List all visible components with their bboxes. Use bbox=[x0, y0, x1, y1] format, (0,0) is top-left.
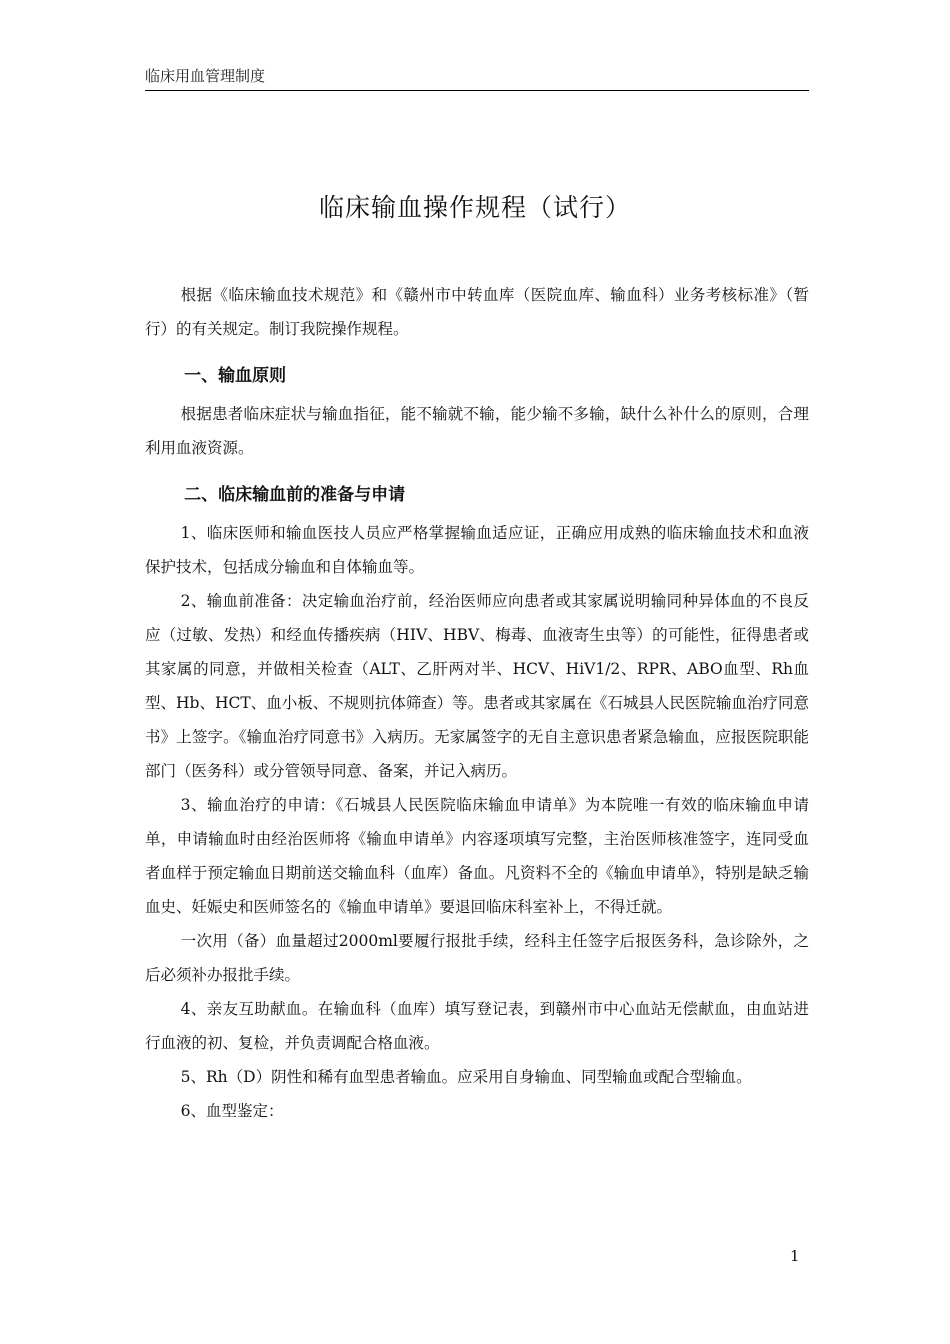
running-header: 临床用血管理制度 bbox=[145, 66, 809, 91]
intro-paragraph: 根据《临床输血技术规范》和《赣州市中转血库（医院血库、输血科）业务考核标准》（暂行）的有关规定。制订我院操作规程。 bbox=[145, 286, 809, 338]
section2-paragraph-1: 1、临床医师和输血医技人员应严格掌握输血适应证，正确应用成熟的临床输血技术和血液保护技术，包括成分输血和自体输血等。 bbox=[145, 524, 809, 576]
section2-paragraph-5: 5、Rh（D）阴性和稀有血型患者输血。应采用自身输血、同型输血或配合型输血。 bbox=[180, 1068, 752, 1086]
section2-paragraph-2: 2、输血前准备：决定输血治疗前，经治医师应向患者或其家属说明输同种异体血的不良反应（过敏、发热）和经血传播疾病（HIV、HBV、梅毒、血液寄生虫等）的可能性，征得患者或其家属的同意，并做相关检查（ALT、乙肝两对半、HCV、HiV1/2、RPR、ABO血型、Rh血型、Hb、HCT、血小板、不规则抗体筛查）等。患者或其家属在《石城县人民医院输血治疗同意书》上签字。《输血治疗同意书》入病历。无家属签字的无自主意识患者紧急输血，应报医院职能部门（医务科）或分管领导同意、备案，并记入病历。 bbox=[145, 592, 809, 780]
document-title: 临床输血操作规程（试行） bbox=[318, 193, 631, 222]
section1-paragraph: 根据患者临床症状与输血指征，能不输就不输，能少输不多输，缺什么补什么的原则，合理利用血液资源。 bbox=[145, 405, 809, 457]
page-number: 1 bbox=[790, 1247, 800, 1265]
section2-paragraph-6: 6、血型鉴定： bbox=[180, 1102, 284, 1120]
document-body bbox=[145, 278, 809, 1128]
section-heading-1: 一、输血原则 bbox=[184, 366, 287, 386]
section2-paragraph-3b: 一次用（备）血量超过2000ml要履行报批手续，经科主任签字后报医务科，急诊除外，之后必须补办报批手续。 bbox=[145, 932, 809, 984]
section2-paragraph-3: 3、输血治疗的申请：《石城县人民医院临床输血申请单》为本院唯一有效的临床输血申请单，申请输血时由经治医师将《输血申请单》内容逐项填写完整，主治医师核准签字，连同受血者血样于预定输血日期前送交输血科（血库）备血。凡资料不全的《输血申请单》，特别是缺乏输血史、妊娠史和医师签名的《输血申请单》要退回临床科室补上，不得迁就。 bbox=[145, 796, 809, 916]
section2-paragraph-4: 4、亲友互助献血。在输血科（血库）填写登记表，到赣州市中心血站无偿献血，由血站进行血液的初、复检，并负责调配合格血液。 bbox=[145, 1000, 809, 1052]
section-heading-2: 二、临床输血前的准备与申请 bbox=[184, 485, 406, 505]
